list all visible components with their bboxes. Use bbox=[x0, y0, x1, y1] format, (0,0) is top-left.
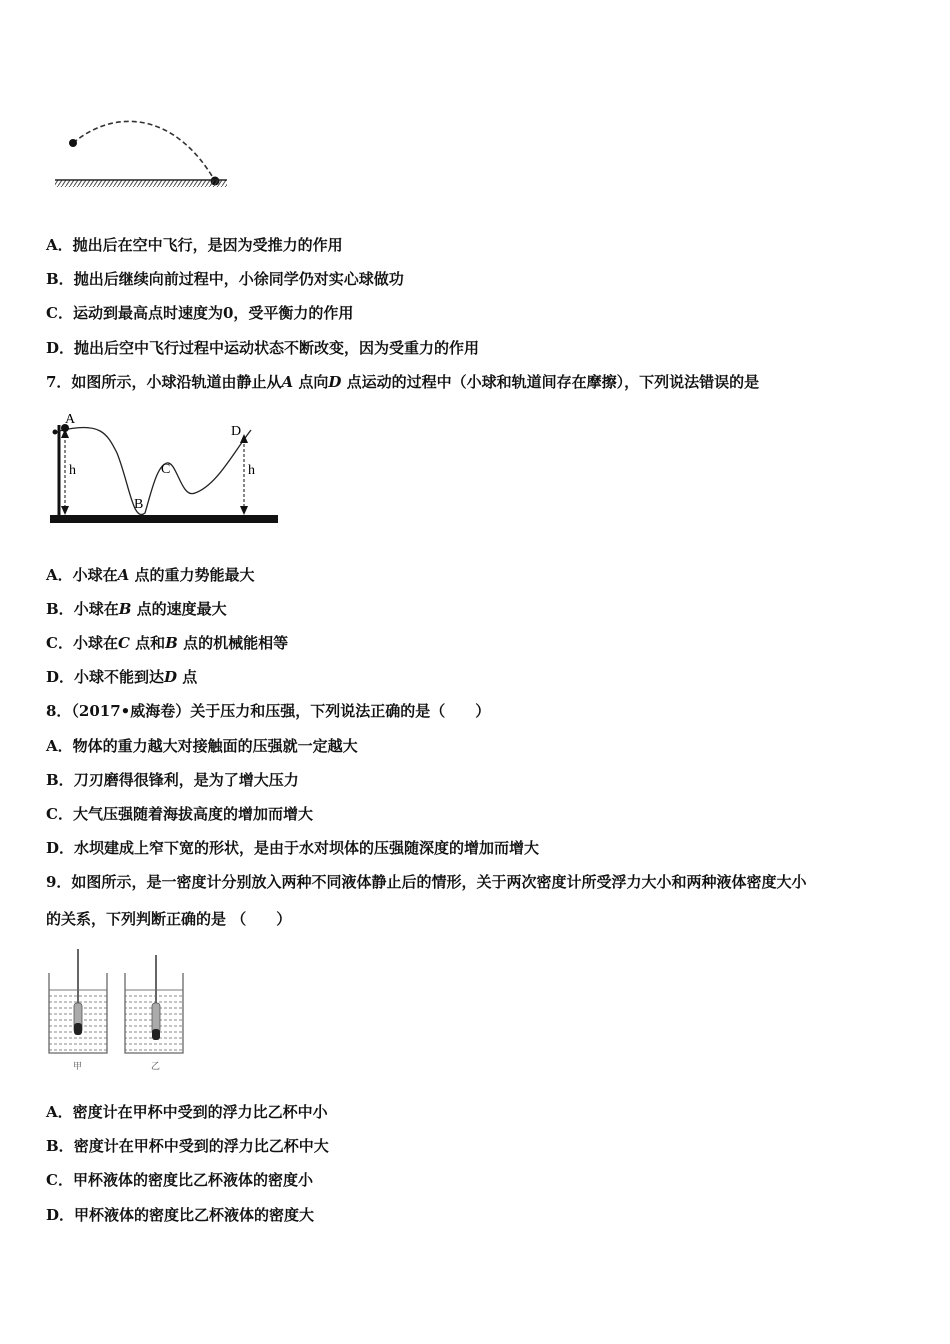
q7-stem: 7．如图所示，小球沿轨道由静止从A 点向D 点运动的过程中（小球和轨道间存在摩擦），下列说法错误的是 bbox=[46, 373, 760, 391]
label-a: A bbox=[65, 412, 76, 427]
label-jia: 甲 bbox=[73, 1061, 83, 1071]
q8-option-c: C．大气压强随着海拔高度的增加而增大 bbox=[46, 805, 313, 823]
q9-stem-line1: 9．如图所示，是一密度计分别放入两种不同液体静止后的情形，关于两次密度计所受浮力大小和两种液体密度大小 bbox=[46, 873, 807, 891]
base-bar bbox=[50, 515, 278, 523]
projectile-figure bbox=[50, 120, 250, 200]
post-knob bbox=[53, 430, 58, 435]
label-h-right: h bbox=[248, 463, 255, 478]
q7-option-d: D．小球不能到达D 点 bbox=[46, 668, 198, 686]
q6-option-b: B．抛出后继续向前过程中，小徐同学仍对实心球做功 bbox=[46, 270, 404, 288]
q6-option-c: C．运动到最高点时速度为0，受平衡力的作用 bbox=[46, 304, 354, 322]
q6-option-d: D．抛出后空中飞行过程中运动状态不断改变，因为受重力的作用 bbox=[46, 339, 480, 357]
q7-option-a: A．小球在A 点的重力势能最大 bbox=[46, 566, 255, 584]
q7-option-c: C．小球在C 点和B 点的机械能相等 bbox=[46, 634, 289, 652]
hydrometer-yi-body bbox=[152, 1003, 160, 1033]
q9-stem-line2: 的关系，下列判断正确的是 （ ） bbox=[46, 910, 292, 928]
trajectory-dashed-curve bbox=[73, 121, 215, 181]
track-curve bbox=[59, 427, 251, 514]
h-arrow-left-bottom bbox=[61, 506, 69, 515]
q7-option-b: B．小球在B 点的速度最大 bbox=[46, 600, 227, 618]
q8-option-a: A．物体的重力越大对接触面的压强就一定越大 bbox=[46, 737, 358, 755]
label-yi: 乙 bbox=[151, 1061, 161, 1071]
q9-option-a: A．密度计在甲杯中受到的浮力比乙杯中小 bbox=[46, 1103, 328, 1121]
q6-option-a: A．抛出后在空中飞行，是因为受推力的作用 bbox=[46, 236, 343, 254]
label-h-left: h bbox=[69, 463, 76, 478]
ball-start bbox=[69, 139, 77, 147]
hydrometer-figure bbox=[44, 945, 194, 1075]
label-b: B bbox=[134, 497, 144, 512]
q9-option-b: B．密度计在甲杯中受到的浮力比乙杯中大 bbox=[46, 1137, 329, 1155]
label-c: C bbox=[161, 462, 171, 477]
track-figure bbox=[45, 405, 285, 530]
hydrometer-jia-bulb bbox=[74, 1023, 82, 1035]
hydrometer-yi-bulb bbox=[152, 1029, 160, 1040]
q8-option-d: D．水坝建成上窄下宽的形状，是由于水对坝体的压强随深度的增加而增大 bbox=[46, 839, 540, 857]
h-arrow-right-bottom bbox=[240, 506, 248, 515]
q8-stem: 8．（2017•威海卷）关于压力和压强，下列说法正确的是（ ） bbox=[46, 702, 491, 720]
ground-hatch bbox=[55, 180, 227, 187]
label-d: D bbox=[231, 424, 242, 439]
q8-option-b: B．刀刃磨得很锋利，是为了增大压力 bbox=[46, 771, 299, 789]
q9-option-c: C．甲杯液体的密度比乙杯液体的密度小 bbox=[46, 1171, 313, 1189]
q9-option-d: D．甲杯液体的密度比乙杯液体的密度大 bbox=[46, 1206, 315, 1224]
